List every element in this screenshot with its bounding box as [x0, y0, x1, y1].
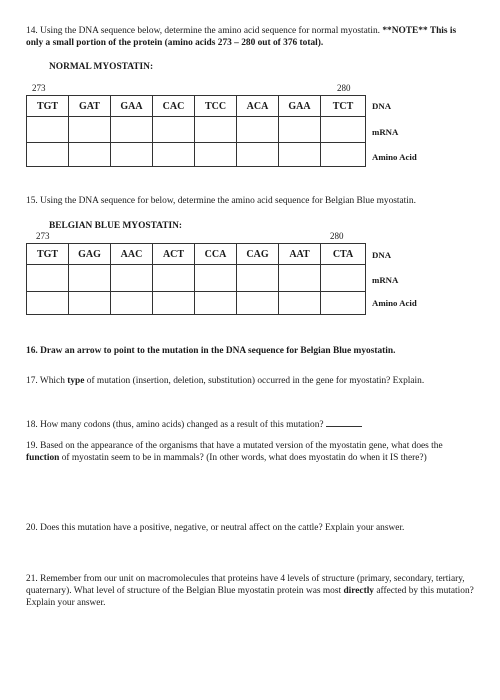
normal-mrna-label: mRNA	[372, 127, 399, 137]
question-21-emphasis: directly	[343, 586, 374, 597]
answer-blank[interactable]	[326, 418, 362, 427]
codon-cell: AAT	[279, 244, 321, 265]
normal-amino-row	[27, 143, 366, 167]
answer-cell[interactable]	[279, 265, 321, 292]
answer-cell[interactable]	[111, 117, 153, 143]
answer-cell[interactable]	[237, 143, 279, 167]
answer-cell[interactable]	[27, 143, 69, 167]
codon-cell: CAC	[153, 96, 195, 117]
codon-cell: GAA	[111, 96, 153, 117]
codon-cell: TCT	[321, 96, 366, 117]
normal-dna-label: DNA	[372, 101, 392, 111]
normal-myostatin-heading: NORMAL MYOSTATIN:	[49, 62, 154, 72]
belgian-amino-row	[27, 292, 366, 315]
codon-cell: GAG	[69, 244, 111, 265]
normal-mrna-row	[27, 117, 366, 143]
answer-cell[interactable]	[279, 143, 321, 167]
note-label: **NOTE** This is	[382, 26, 457, 36]
answer-cell[interactable]	[111, 143, 153, 167]
answer-cell[interactable]	[321, 117, 366, 143]
belgian-amino-label: Amino Acid	[372, 298, 417, 308]
answer-cell[interactable]	[27, 292, 69, 315]
answer-cell[interactable]	[237, 117, 279, 143]
question-17-text-2: of mutation (insertion, deletion, substitution) occurred in the gene for myostatin? Explain.	[84, 376, 425, 386]
answer-cell[interactable]	[69, 292, 111, 315]
codon-cell: ACT	[153, 244, 195, 265]
question-16: 16. Draw an arrow to point to the mutation in the DNA sequence for Belgian Blue myostatin.	[26, 346, 396, 356]
belgian-blue-heading: BELGIAN BLUE MYOSTATIN:	[49, 221, 183, 231]
answer-cell[interactable]	[279, 117, 321, 143]
answer-cell[interactable]	[321, 265, 366, 292]
question-19-text: 19. Based on the appearance of the organisms that have a mutated version of the myostatin gene, what does the	[26, 441, 443, 451]
question-19-emphasis: function	[26, 453, 60, 464]
belgian-blue-table	[26, 243, 366, 315]
belgian-end-position: 280	[330, 231, 344, 241]
belgian-mrna-label: mRNA	[372, 275, 399, 285]
answer-cell[interactable]	[111, 292, 153, 315]
answer-cell[interactable]	[69, 265, 111, 292]
answer-cell[interactable]	[27, 117, 69, 143]
codon-cell: CAG	[237, 244, 279, 265]
normal-dna-row	[27, 96, 366, 117]
question-21-text-2: affected by this mutation? Explain your answer.	[26, 586, 474, 609]
answer-cell[interactable]	[195, 292, 237, 315]
belgian-dna-row	[27, 244, 366, 265]
question-19	[26, 440, 474, 464]
answer-cell[interactable]	[27, 265, 69, 292]
answer-cell[interactable]	[237, 292, 279, 315]
normal-myostatin-table	[26, 95, 366, 167]
codon-cell: TGT	[27, 96, 69, 117]
question-17-emphasis: type	[67, 376, 85, 386]
codon-cell: ACA	[237, 96, 279, 117]
question-14-text: 14. Using the DNA sequence below, determine the amino acid sequence for normal myostatin.	[26, 26, 383, 36]
question-19-text-2: of myostatin seem to be in mammals? (In other words, what does myostatin do when it IS there?)	[59, 453, 427, 464]
codon-cell: AAC	[111, 244, 153, 265]
answer-cell[interactable]	[321, 143, 366, 167]
answer-cell[interactable]	[153, 292, 195, 315]
normal-start-position: 273	[32, 83, 46, 93]
answer-cell[interactable]	[237, 265, 279, 292]
normal-end-position: 280	[337, 83, 351, 93]
belgian-dna-label: DNA	[372, 250, 392, 260]
question-20: 20. Does this mutation have a positive, negative, or neutral affect on the cattle? Explain your answer.	[26, 523, 405, 533]
question-17	[26, 375, 474, 387]
question-18-text: 18. How many codons (thus, amino acids) changed as a result of this mutation?	[26, 420, 324, 430]
question-21	[26, 573, 474, 610]
answer-cell[interactable]	[111, 265, 153, 292]
answer-cell[interactable]	[195, 117, 237, 143]
question-14	[26, 25, 474, 49]
codon-cell: GAT	[69, 96, 111, 117]
question-21-text: 21. Remember from our unit on macromolecules that proteins have 4 levels of structure (primary, secondary, tertiary, quaternary). What level of structure of the Belgian Blue myostatin protein was most	[26, 574, 465, 597]
question-14-text-2: only a small portion of the protein (amino acids 273 – 280 out of 376 total).	[26, 38, 324, 49]
normal-amino-label: Amino Acid	[372, 152, 417, 162]
answer-cell[interactable]	[321, 292, 366, 315]
codon-cell: TGT	[27, 244, 69, 265]
answer-cell[interactable]	[279, 292, 321, 315]
codon-cell: CCA	[195, 244, 237, 265]
answer-cell[interactable]	[69, 117, 111, 143]
answer-cell[interactable]	[153, 143, 195, 167]
question-18	[26, 418, 474, 431]
answer-cell[interactable]	[195, 265, 237, 292]
question-15: 15. Using the DNA sequence for below, determine the amino acid sequence for Belgian Blue myostatin.	[26, 196, 416, 206]
codon-cell: GAA	[279, 96, 321, 117]
answer-cell[interactable]	[195, 143, 237, 167]
belgian-mrna-row	[27, 265, 366, 292]
belgian-start-position: 273	[36, 231, 50, 241]
answer-cell[interactable]	[69, 143, 111, 167]
codon-cell: CTA	[321, 244, 366, 265]
answer-cell[interactable]	[153, 117, 195, 143]
codon-cell: TCC	[195, 96, 237, 117]
question-17-text: 17. Which	[26, 376, 68, 386]
answer-cell[interactable]	[153, 265, 195, 292]
